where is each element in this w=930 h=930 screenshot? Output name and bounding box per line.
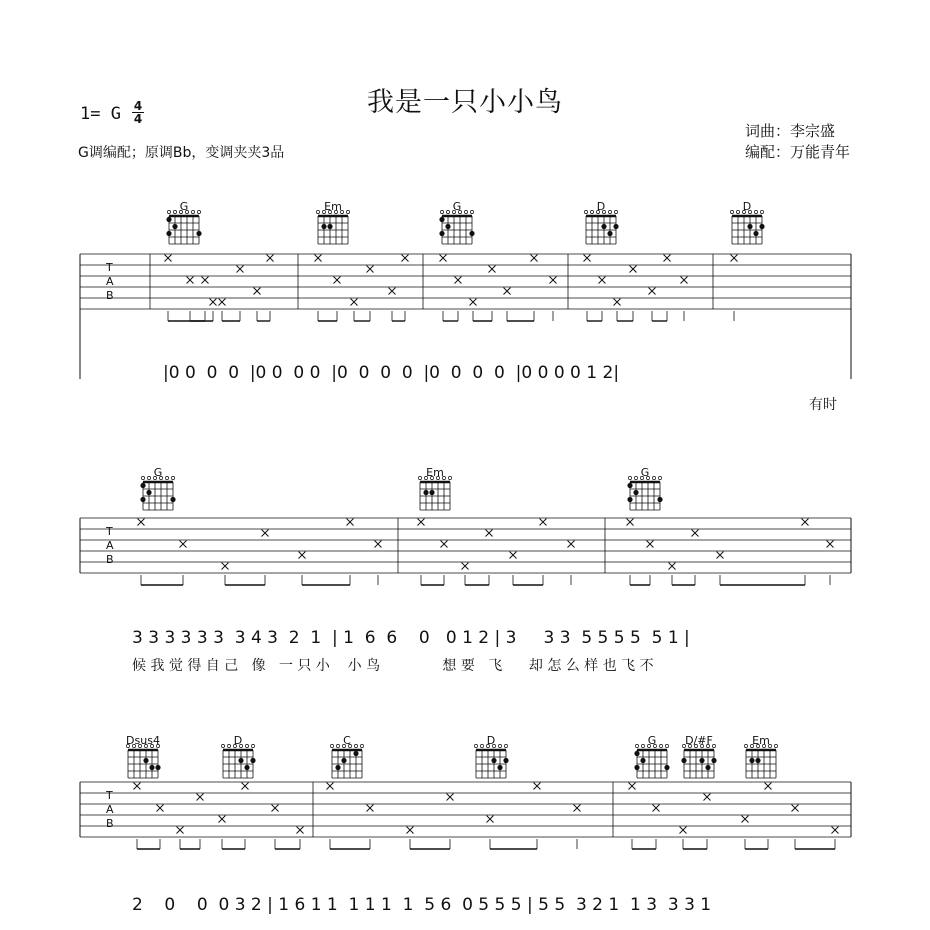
tab-note <box>351 299 358 322</box>
tab-clef-letter: A <box>106 275 114 288</box>
tab-note <box>568 541 575 586</box>
chord-name: Em <box>752 734 770 747</box>
arrangement-note: G调编配；原调Bb，变调夹夹3品 <box>78 145 285 161</box>
system-1 <box>80 200 851 413</box>
tab-note <box>653 805 660 850</box>
chord-name: D <box>742 200 752 213</box>
tab-clef-letter: A <box>106 539 114 552</box>
tab-note <box>627 519 634 586</box>
tab-clef-letter: T <box>106 261 113 274</box>
tab-note <box>717 552 724 586</box>
tab-note <box>210 299 217 322</box>
tab-note <box>731 255 738 322</box>
chord-dot <box>140 497 145 502</box>
tab-note <box>669 563 676 586</box>
open-string-marker <box>658 476 661 479</box>
chord-dot <box>327 224 332 229</box>
tab-note <box>630 266 637 322</box>
tab-note <box>470 299 477 322</box>
chord-name: Em <box>426 466 444 479</box>
tab-note <box>550 277 557 322</box>
open-string-marker <box>659 744 662 747</box>
tab-note <box>540 519 547 586</box>
lyrics: 候 我 觉 得 自 己 像 一 只 小 小 鸟 想 要 飞 却 怎 么 样 也 飞 不 <box>132 658 654 674</box>
tab-note <box>138 519 145 586</box>
open-string-marker <box>464 210 467 213</box>
open-string-marker <box>147 476 150 479</box>
chord-dot <box>627 483 632 488</box>
time-signature-top: 4 <box>133 99 143 113</box>
chord-dot <box>759 224 764 229</box>
chord-dot <box>166 217 171 222</box>
chord-name: D <box>486 734 496 747</box>
credits-arranger: 编配：万能青年 <box>744 143 850 161</box>
chord-dot <box>497 765 502 770</box>
chord-dot <box>140 483 145 488</box>
tab-note <box>219 816 226 850</box>
chord-diagram-5 <box>681 734 716 778</box>
tab-note <box>219 299 226 322</box>
chord-dot <box>681 758 686 763</box>
tab-note <box>534 783 541 850</box>
tab-note <box>487 816 494 850</box>
chord-dot <box>166 231 171 236</box>
tab-note <box>237 266 244 322</box>
open-string-marker <box>360 744 363 747</box>
open-string-marker <box>171 476 174 479</box>
chord-name: C <box>343 734 351 747</box>
chord-diagram-2 <box>330 734 363 778</box>
open-string-marker <box>440 210 443 213</box>
chord-dot <box>353 751 358 756</box>
chord-dot <box>613 224 618 229</box>
system-2 <box>80 466 851 674</box>
tab-note <box>407 827 414 850</box>
chord-name: Em <box>324 200 342 213</box>
chord-name: D <box>596 200 606 213</box>
chord-name: D <box>233 734 243 747</box>
chord-diagram-1 <box>316 200 349 244</box>
tab-clef-letter: T <box>106 789 113 802</box>
chord-dot <box>155 765 160 770</box>
chord-diagram-0 <box>140 466 175 510</box>
tab-note <box>347 519 354 586</box>
tab-note <box>315 255 322 322</box>
chord-dot <box>627 497 632 502</box>
chord-dot <box>469 231 474 236</box>
open-string-marker <box>251 744 254 747</box>
tab-note <box>692 530 699 586</box>
chord-diagram-4 <box>634 734 669 778</box>
tab-clef-letter: A <box>106 803 114 816</box>
chord-dot <box>445 224 450 229</box>
tab-note <box>134 783 141 850</box>
chord-dot <box>601 224 606 229</box>
open-string-marker <box>191 210 194 213</box>
tab-note <box>462 563 469 586</box>
tab-note <box>334 277 341 322</box>
chord-dot <box>146 490 151 495</box>
chord-diagram-4 <box>730 200 764 244</box>
time-signature-bottom: 4 <box>133 112 143 126</box>
tab-clef-letter: T <box>106 525 113 538</box>
open-string-marker <box>730 210 733 213</box>
chord-dot <box>341 758 346 763</box>
open-string-marker <box>330 744 333 747</box>
tab-note <box>254 288 261 322</box>
chord-dot <box>749 758 754 763</box>
open-string-marker <box>480 744 483 747</box>
tab-note <box>242 783 249 850</box>
tab-note <box>486 530 493 586</box>
chord-diagram-1 <box>221 734 255 778</box>
open-string-marker <box>474 744 477 747</box>
open-string-marker <box>446 210 449 213</box>
chord-diagram-2 <box>627 466 662 510</box>
open-string-marker <box>227 744 230 747</box>
chord-dot <box>439 231 444 236</box>
tab-note <box>262 530 269 586</box>
chord-dot <box>170 497 175 502</box>
chord-name: G <box>153 466 163 479</box>
chord-dot <box>699 758 704 763</box>
tab-note <box>327 783 334 850</box>
chord-name: G <box>647 734 657 747</box>
chord-dot <box>664 765 669 770</box>
open-string-marker <box>448 476 451 479</box>
chord-name: D/#F <box>685 734 713 747</box>
open-string-marker <box>641 744 644 747</box>
tab-note <box>180 541 187 586</box>
tab-note <box>531 255 538 322</box>
open-string-marker <box>760 210 763 213</box>
tab-note <box>489 266 496 322</box>
open-string-marker <box>354 744 357 747</box>
tab-note <box>832 827 839 850</box>
tab-note <box>157 805 164 850</box>
tab-note <box>574 805 581 850</box>
numbered-notation: |0 0 0 0 |0 0 0 0 |0 0 0 0 |0 0 0 0 |0 0 0 0 1 2| <box>163 363 620 383</box>
system-3 <box>80 734 851 915</box>
tab-note <box>267 255 274 322</box>
tab-note <box>402 255 409 322</box>
chord-name: G <box>452 200 462 213</box>
tab-note <box>297 827 304 850</box>
tab-note <box>455 277 462 322</box>
open-string-marker <box>736 210 739 213</box>
numbered-notation: 2 0 0 0 3 2 | 1 6 1 1 1 1 1 1 5 6 0 5 5 5 | 5 5 3 2 1 1 3 3 3 1 <box>132 895 712 915</box>
open-string-marker <box>754 210 757 213</box>
tab-note <box>827 541 834 586</box>
tab-note <box>389 288 396 322</box>
chord-dot <box>657 497 662 502</box>
tab-note <box>664 255 671 322</box>
open-string-marker <box>141 476 144 479</box>
open-string-marker <box>498 744 501 747</box>
open-string-marker <box>418 476 421 479</box>
tab-note <box>681 277 688 322</box>
chord-dot <box>634 751 639 756</box>
open-string-marker <box>346 210 349 213</box>
tab-note <box>165 255 172 322</box>
open-string-marker <box>774 744 777 747</box>
tab-note <box>177 827 184 850</box>
numbered-notation: 3 3 3 3 3 3 3 4 3 2 1 | 1 6 6 0 0 1 2 | 3 3 3 5 5 5 5 5 1 | <box>132 628 690 648</box>
open-string-marker <box>712 744 715 747</box>
tab-note <box>187 277 194 322</box>
open-string-marker <box>221 744 224 747</box>
tab-note <box>599 277 606 322</box>
open-string-marker <box>316 210 319 213</box>
tab-note <box>504 288 511 322</box>
tab-note <box>440 255 447 322</box>
open-string-marker <box>590 210 593 213</box>
tab-clef-letter: B <box>106 289 114 302</box>
song-title: 我是一只小小鸟 <box>367 87 563 118</box>
tab-note <box>629 783 636 850</box>
open-string-marker <box>504 744 507 747</box>
chord-dot <box>143 758 148 763</box>
chord-diagram-2 <box>439 200 474 244</box>
open-string-marker <box>628 476 631 479</box>
tab-note <box>510 552 517 586</box>
tab-note <box>649 288 656 322</box>
chord-name: Dsus4 <box>126 734 160 747</box>
chord-diagram-6 <box>744 734 777 778</box>
open-string-marker <box>614 210 617 213</box>
open-string-marker <box>665 744 668 747</box>
tab-note <box>792 805 799 850</box>
chord-dot <box>640 758 645 763</box>
chord-dot <box>503 758 508 763</box>
tab-note <box>447 794 454 850</box>
tab-note <box>367 266 374 322</box>
chord-diagram-1 <box>418 466 451 510</box>
chord-dot <box>196 231 201 236</box>
chord-dot <box>439 217 444 222</box>
tab-note <box>584 255 591 322</box>
tab-clef-letter: B <box>106 817 114 830</box>
chord-dot <box>321 224 326 229</box>
tab-note <box>765 783 772 850</box>
open-string-marker <box>634 476 637 479</box>
open-string-marker <box>173 210 176 213</box>
chord-diagram-3 <box>474 734 508 778</box>
open-string-marker <box>165 476 168 479</box>
open-string-marker <box>245 744 248 747</box>
open-string-marker <box>635 744 638 747</box>
chord-dot <box>753 231 758 236</box>
open-string-marker <box>197 210 200 213</box>
tab-note <box>367 805 374 850</box>
chord-dot <box>244 765 249 770</box>
open-string-marker <box>744 744 747 747</box>
open-string-marker <box>608 210 611 213</box>
tab-note <box>704 794 711 850</box>
tab-note <box>742 816 749 850</box>
chord-name: G <box>640 466 650 479</box>
chord-diagram-0 <box>166 200 201 244</box>
chord-dot <box>634 765 639 770</box>
tab-note <box>375 541 382 586</box>
chord-dot <box>711 758 716 763</box>
open-string-marker <box>652 476 655 479</box>
tab-note <box>272 805 279 850</box>
open-string-marker <box>470 210 473 213</box>
tab-note <box>441 541 448 586</box>
chord-diagram-3 <box>584 200 618 244</box>
tab-note <box>202 277 209 322</box>
tab-note <box>197 794 204 850</box>
tab-note <box>647 541 654 586</box>
chord-dot <box>238 758 243 763</box>
open-string-marker <box>584 210 587 213</box>
chord-dot <box>755 758 760 763</box>
chord-dot <box>335 765 340 770</box>
lyrics: 有时 <box>809 397 837 413</box>
tab-note <box>299 552 306 586</box>
chord-dot <box>423 490 428 495</box>
chord-dot <box>607 231 612 236</box>
chord-dot <box>149 765 154 770</box>
tab-note <box>222 563 229 586</box>
chord-dot <box>491 758 496 763</box>
open-string-marker <box>167 210 170 213</box>
chord-dot <box>705 765 710 770</box>
tab-note <box>802 519 809 586</box>
credits-lyrics-music: 词曲：李宗盛 <box>744 122 835 140</box>
tab-clef-letter: B <box>106 553 114 566</box>
chord-dot <box>250 758 255 763</box>
chord-name: G <box>179 200 189 213</box>
tab-note <box>680 827 687 850</box>
chord-dot <box>172 224 177 229</box>
key-signature: 1= G <box>80 104 121 124</box>
chord-dot <box>747 224 752 229</box>
chord-dot <box>633 490 638 495</box>
chord-dot <box>429 490 434 495</box>
tab-note <box>614 299 621 322</box>
open-string-marker <box>336 744 339 747</box>
tab-note <box>418 519 425 586</box>
chord-diagram-0 <box>126 734 161 778</box>
